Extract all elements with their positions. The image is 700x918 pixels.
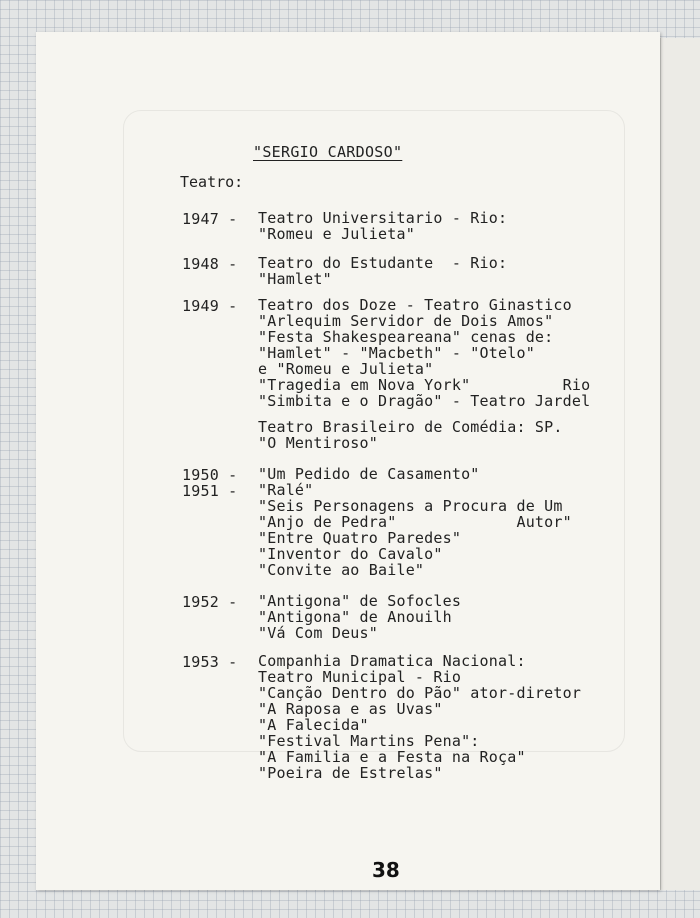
entry-lines <box>258 297 590 451</box>
entry-line: "A Falecida" <box>258 716 369 734</box>
entry-line: "Inventor do Cavalo" <box>258 545 443 563</box>
entry-year: 1952 - <box>182 593 238 611</box>
entry-line: "Arlequim Servidor de Dois Amos" <box>258 312 554 330</box>
entry-line: Teatro dos Doze - Teatro Ginastico <box>258 296 572 314</box>
entry-line: "Um Pedido de Casamento" <box>258 465 480 483</box>
entry-year: 1948 - <box>182 255 238 273</box>
entry-line: Teatro Municipal - Rio <box>258 668 462 686</box>
entry-line: "Simbita e o Dragão" - Teatro Jardel <box>258 392 591 410</box>
entry-line: "Tragedia em Nova York" Rio <box>258 376 591 394</box>
entry-lines <box>258 466 480 482</box>
entry-lines <box>258 210 507 242</box>
entry-line: "Entre Quatro Paredes" <box>258 529 462 547</box>
entry-line: "Vá Com Deus" <box>258 624 378 642</box>
adjacent-page-edge <box>660 38 700 890</box>
entry-line: Teatro do Estudante - Rio: <box>258 254 508 272</box>
entry-line: "Festival Martins Pena": <box>258 732 480 750</box>
entry-line: Teatro Brasileiro de Comédia: SP. <box>258 418 563 436</box>
page-title-text: "SERGIO CARDOSO" <box>253 143 403 161</box>
entry-line: "Hamlet" <box>258 270 332 288</box>
entry-lines <box>258 482 572 578</box>
entry-line: "Romeu e Julieta" <box>258 225 415 243</box>
entry-year: 1949 - <box>182 297 238 315</box>
entry-line: e "Romeu e Julieta" <box>258 360 434 378</box>
entry-line: "A Raposa e as Uvas" <box>258 700 443 718</box>
entry-lines <box>258 255 507 287</box>
entry-line: Teatro Universitario - Rio: <box>258 209 508 227</box>
entry-year: 1947 - <box>182 210 238 228</box>
entry-line: "O Mentiroso" <box>258 434 378 452</box>
entry-line: "Convite ao Baile" <box>258 561 425 579</box>
entry-line: "Seis Personagens a Procura de Um <box>258 497 563 515</box>
entry-lines <box>258 653 581 781</box>
entry-line: "Anjo de Pedra" Autor" <box>258 513 572 531</box>
entry-line: "Poeira de Estrelas" <box>258 764 443 782</box>
entry-line: "Canção Dentro do Pão" ator-diretor <box>258 684 582 702</box>
entry-line: "Ralé" <box>258 481 314 499</box>
page-title <box>253 143 402 161</box>
entry-line: Companhia Dramatica Nacional: <box>258 652 526 670</box>
entry-year: 1951 - <box>182 482 238 500</box>
entry-line: "Antigona" de Sofocles <box>258 592 462 610</box>
section-heading: Teatro: <box>180 173 244 191</box>
entry-line: "Hamlet" - "Macbeth" - "Otelo" <box>258 344 535 362</box>
entry-line: "Festa Shakespeareana" cenas de: <box>258 328 554 346</box>
page-number: 38 <box>372 858 400 882</box>
entry-line: "Antigona" de Anouilh <box>258 608 452 626</box>
entry-year: 1950 - <box>182 466 238 484</box>
entry-lines <box>258 593 461 641</box>
entry-line: "A Familia e a Festa na Roça" <box>258 748 526 766</box>
entry-year: 1953 - <box>182 653 238 671</box>
